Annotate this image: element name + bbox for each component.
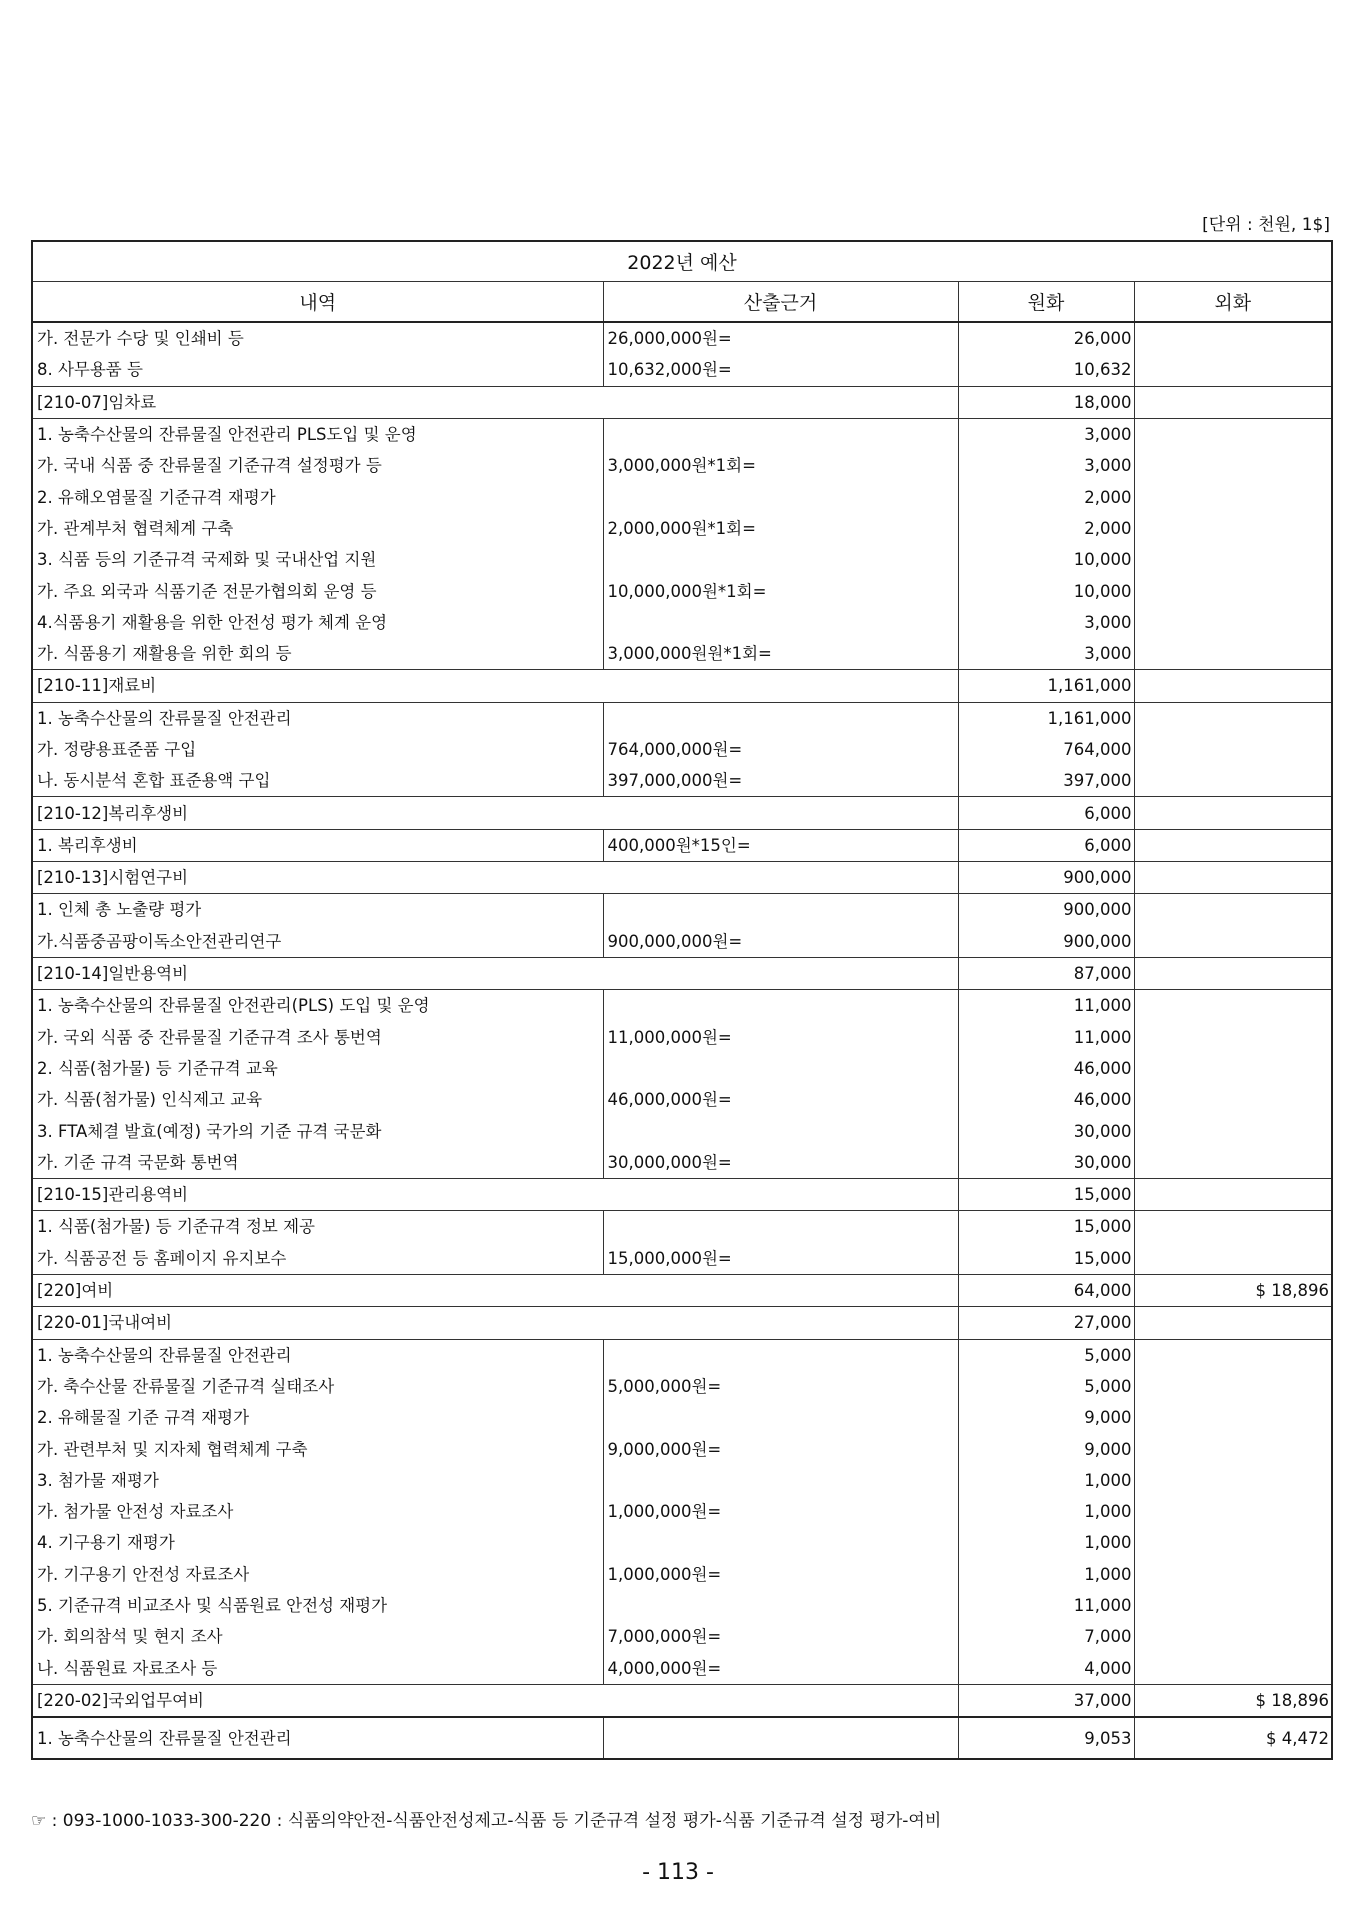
- row-krw-amount: 5,000: [958, 1339, 1134, 1371]
- row-fx-amount: [1134, 797, 1332, 829]
- table-row: [32, 354, 1332, 386]
- row-description: 1. 농축수산물의 잔류물질 안전관리: [32, 702, 603, 734]
- row-basis: 11,000,000원=: [603, 1022, 958, 1053]
- row-basis: [603, 1527, 958, 1558]
- row-basis: [603, 1590, 958, 1621]
- table-row: [32, 1465, 1332, 1496]
- row-fx-amount: [1134, 638, 1332, 670]
- row-description: 1. 인체 총 노출량 평가: [32, 894, 603, 926]
- row-krw-amount: 3,000: [958, 418, 1134, 450]
- row-basis: [603, 1115, 958, 1146]
- row-fx-amount: [1134, 1652, 1332, 1684]
- row-description: 1. 농축수산물의 잔류물질 안전관리(PLS) 도입 및 운영: [32, 990, 603, 1022]
- table-row: [32, 702, 1332, 734]
- row-krw-amount: 26,000: [958, 322, 1134, 354]
- row-basis: [603, 894, 958, 926]
- row-basis: 1,000,000원=: [603, 1496, 958, 1527]
- row-krw-amount: 9,053: [958, 1717, 1134, 1759]
- row-fx-amount: [1134, 544, 1332, 575]
- row-description: 2. 유해물질 기준 규격 재평가: [32, 1402, 603, 1433]
- row-fx-amount: [1134, 1559, 1332, 1590]
- row-krw-amount: 2,000: [958, 513, 1134, 544]
- row-fx-amount: $ 18,896: [1134, 1684, 1332, 1717]
- row-fx-amount: [1134, 1339, 1332, 1371]
- table-row: [32, 670, 1332, 702]
- row-fx-amount: [1134, 862, 1332, 894]
- row-krw-amount: 27,000: [958, 1307, 1134, 1339]
- row-krw-amount: 30,000: [958, 1115, 1134, 1146]
- row-fx-amount: [1134, 575, 1332, 606]
- row-basis: 26,000,000원=: [603, 322, 958, 354]
- row-description: 가. 축수산물 잔류물질 기준규격 실태조사: [32, 1371, 603, 1402]
- row-basis: 1,000,000원=: [603, 1559, 958, 1590]
- row-basis: [603, 1211, 958, 1243]
- table-row: [32, 386, 1332, 418]
- table-row: [32, 1371, 1332, 1402]
- row-fx-amount: [1134, 670, 1332, 702]
- row-basis: [603, 1717, 958, 1759]
- row-description: 나. 동시분석 혼합 표준용액 구입: [32, 765, 603, 797]
- row-krw-amount: 9,000: [958, 1402, 1134, 1433]
- row-fx-amount: [1134, 990, 1332, 1022]
- row-krw-amount: 46,000: [958, 1084, 1134, 1115]
- row-description: [210-13]시험연구비: [32, 862, 958, 894]
- table-row: [32, 638, 1332, 670]
- table-row: [32, 1274, 1332, 1306]
- row-fx-amount: [1134, 1084, 1332, 1115]
- table-row: [32, 322, 1332, 354]
- row-krw-amount: 11,000: [958, 1022, 1134, 1053]
- row-fx-amount: [1134, 1022, 1332, 1053]
- row-basis: 10,000,000원*1회=: [603, 575, 958, 606]
- row-description: 가. 정량용표준품 구입: [32, 734, 603, 765]
- row-description: 3. 첨가물 재평가: [32, 1465, 603, 1496]
- table-row: [32, 1590, 1332, 1621]
- table-row: [32, 418, 1332, 450]
- table-row: [32, 1402, 1332, 1433]
- footnote: ☞ : 093-1000-1033-300-220 : 식품의약안전-식품안전성제고-식품 등 기준규격 설정 평가-식품 기준규격 설정 평가-여비: [31, 1811, 942, 1831]
- table-row: [32, 481, 1332, 512]
- table-row: [32, 957, 1332, 989]
- row-fx-amount: [1134, 322, 1332, 354]
- row-description: 2. 유해오염물질 기준규격 재평가: [32, 481, 603, 512]
- row-basis: 15,000,000원=: [603, 1243, 958, 1275]
- header-fx: 외화: [1134, 282, 1332, 323]
- row-basis: [603, 1465, 958, 1496]
- row-krw-amount: 9,000: [958, 1433, 1134, 1464]
- table-row: [32, 1211, 1332, 1243]
- row-fx-amount: [1134, 829, 1332, 861]
- table-row: [32, 1243, 1332, 1275]
- row-krw-amount: 2,000: [958, 481, 1134, 512]
- row-krw-amount: 3,000: [958, 638, 1134, 670]
- table-row: [32, 450, 1332, 481]
- table-row: [32, 1022, 1332, 1053]
- row-krw-amount: 1,000: [958, 1527, 1134, 1558]
- table-row: [32, 734, 1332, 765]
- row-description: 가. 식품(첨가물) 인식제고 교육: [32, 1084, 603, 1115]
- row-krw-amount: 10,000: [958, 575, 1134, 606]
- row-krw-amount: 1,161,000: [958, 702, 1134, 734]
- row-basis: 764,000,000원=: [603, 734, 958, 765]
- row-krw-amount: 11,000: [958, 1590, 1134, 1621]
- row-basis: 3,000,000원원*1회=: [603, 638, 958, 670]
- row-fx-amount: [1134, 1496, 1332, 1527]
- row-fx-amount: [1134, 734, 1332, 765]
- row-krw-amount: 10,632: [958, 354, 1134, 386]
- row-description: 나. 식품원료 자료조사 등: [32, 1652, 603, 1684]
- row-basis: 397,000,000원=: [603, 765, 958, 797]
- row-description: 2. 식품(첨가물) 등 기준규격 교육: [32, 1053, 603, 1084]
- row-fx-amount: [1134, 1433, 1332, 1464]
- page-number: - 113 -: [642, 1860, 714, 1885]
- row-description: 가. 관계부처 협력체계 구축: [32, 513, 603, 544]
- table-row: [32, 829, 1332, 861]
- header-basis: 산출근거: [603, 282, 958, 323]
- row-fx-amount: $ 4,472: [1134, 1717, 1332, 1759]
- row-fx-amount: [1134, 1527, 1332, 1558]
- row-basis: [603, 990, 958, 1022]
- row-krw-amount: 1,000: [958, 1496, 1134, 1527]
- row-basis: 9,000,000원=: [603, 1433, 958, 1464]
- row-description: [210-14]일반용역비: [32, 957, 958, 989]
- row-fx-amount: [1134, 1371, 1332, 1402]
- table-row: [32, 1684, 1332, 1717]
- row-krw-amount: 37,000: [958, 1684, 1134, 1717]
- row-description: 가. 회의참석 및 현지 조사: [32, 1621, 603, 1652]
- row-fx-amount: [1134, 765, 1332, 797]
- table-row: [32, 1496, 1332, 1527]
- row-krw-amount: 397,000: [958, 765, 1134, 797]
- row-krw-amount: 30,000: [958, 1147, 1134, 1179]
- row-basis: [603, 544, 958, 575]
- row-basis: [603, 1402, 958, 1433]
- row-description: [210-11]재료비: [32, 670, 958, 702]
- row-basis: [603, 702, 958, 734]
- row-fx-amount: $ 18,896: [1134, 1274, 1332, 1306]
- row-krw-amount: 7,000: [958, 1621, 1134, 1652]
- row-basis: 400,000원*15인=: [603, 829, 958, 861]
- row-krw-amount: 6,000: [958, 797, 1134, 829]
- row-description: [210-07]임차료: [32, 386, 958, 418]
- row-fx-amount: [1134, 1211, 1332, 1243]
- row-description: [220-01]국내여비: [32, 1307, 958, 1339]
- row-krw-amount: 15,000: [958, 1179, 1134, 1211]
- row-krw-amount: 15,000: [958, 1243, 1134, 1275]
- row-krw-amount: 1,000: [958, 1559, 1134, 1590]
- row-krw-amount: 900,000: [958, 926, 1134, 958]
- row-description: 가. 첨가물 안전성 자료조사: [32, 1496, 603, 1527]
- row-description: 3. FTA체결 발효(예정) 국가의 기준 규격 국문화: [32, 1115, 603, 1146]
- row-krw-amount: 3,000: [958, 450, 1134, 481]
- row-description: 1. 복리후생비: [32, 829, 603, 861]
- row-fx-amount: [1134, 702, 1332, 734]
- row-fx-amount: [1134, 1243, 1332, 1275]
- table-row: [32, 575, 1332, 606]
- row-fx-amount: [1134, 481, 1332, 512]
- table-row: [32, 1527, 1332, 1558]
- row-fx-amount: [1134, 450, 1332, 481]
- table-row: [32, 1084, 1332, 1115]
- row-krw-amount: 11,000: [958, 990, 1134, 1022]
- row-fx-amount: [1134, 1115, 1332, 1146]
- row-krw-amount: 87,000: [958, 957, 1134, 989]
- row-fx-amount: [1134, 1053, 1332, 1084]
- row-krw-amount: 1,000: [958, 1465, 1134, 1496]
- row-basis: 46,000,000원=: [603, 1084, 958, 1115]
- row-description: 가. 기구용기 안전성 자료조사: [32, 1559, 603, 1590]
- table-row: [32, 1053, 1332, 1084]
- row-description: 4.식품용기 재활용을 위한 안전성 평가 체계 운영: [32, 607, 603, 638]
- row-basis: [603, 418, 958, 450]
- table-row: [32, 607, 1332, 638]
- row-krw-amount: 3,000: [958, 607, 1134, 638]
- row-krw-amount: 18,000: [958, 386, 1134, 418]
- table-row: [32, 1307, 1332, 1339]
- row-description: 1. 농축수산물의 잔류물질 안전관리 PLS도입 및 운영: [32, 418, 603, 450]
- row-basis: [603, 1339, 958, 1371]
- row-fx-amount: [1134, 1307, 1332, 1339]
- row-basis: 3,000,000원*1회=: [603, 450, 958, 481]
- budget-table: [31, 240, 1333, 1760]
- row-description: 가. 기준 규격 국문화 통번역: [32, 1147, 603, 1179]
- row-description: [220-02]국외업무여비: [32, 1684, 958, 1717]
- row-description: 가. 식품용기 재활용을 위한 회의 등: [32, 638, 603, 670]
- row-basis: 7,000,000원=: [603, 1621, 958, 1652]
- row-fx-amount: [1134, 926, 1332, 958]
- row-description: 5. 기준규격 비교조사 및 식품원료 안전성 재평가: [32, 1590, 603, 1621]
- row-fx-amount: [1134, 354, 1332, 386]
- row-krw-amount: 4,000: [958, 1652, 1134, 1684]
- table-row: [32, 1115, 1332, 1146]
- row-basis: 4,000,000원=: [603, 1652, 958, 1684]
- row-description: 3. 식품 등의 기준규격 국제화 및 국내산업 지원: [32, 544, 603, 575]
- table-row: [32, 513, 1332, 544]
- row-krw-amount: 764,000: [958, 734, 1134, 765]
- table-title: 2022년 예산: [32, 241, 1332, 282]
- unit-note: [단위 : 천원, 1$]: [1202, 215, 1330, 235]
- row-krw-amount: 6,000: [958, 829, 1134, 861]
- header-desc: 내역: [32, 282, 603, 323]
- row-description: 가. 전문가 수당 및 인쇄비 등: [32, 322, 603, 354]
- table-row: [32, 765, 1332, 797]
- header-krw: 원화: [958, 282, 1134, 323]
- row-description: 1. 농축수산물의 잔류물질 안전관리: [32, 1717, 603, 1759]
- row-description: [220]여비: [32, 1274, 958, 1306]
- row-fx-amount: [1134, 386, 1332, 418]
- row-description: 4. 기구용기 재평가: [32, 1527, 603, 1558]
- row-basis: 10,632,000원=: [603, 354, 958, 386]
- row-basis: [603, 481, 958, 512]
- row-krw-amount: 5,000: [958, 1371, 1134, 1402]
- row-krw-amount: 46,000: [958, 1053, 1134, 1084]
- row-basis: [603, 607, 958, 638]
- table-row: [32, 544, 1332, 575]
- row-description: 가.식품중곰팡이독소안전관리연구: [32, 926, 603, 958]
- table-row: [32, 1147, 1332, 1179]
- row-basis: 900,000,000원=: [603, 926, 958, 958]
- table-row: [32, 1652, 1332, 1684]
- row-fx-amount: [1134, 1179, 1332, 1211]
- row-krw-amount: 64,000: [958, 1274, 1134, 1306]
- row-fx-amount: [1134, 1147, 1332, 1179]
- table-row: [32, 862, 1332, 894]
- table-row: [32, 926, 1332, 958]
- row-krw-amount: 10,000: [958, 544, 1134, 575]
- table-row: [32, 1433, 1332, 1464]
- row-description: 가. 주요 외국과 식품기준 전문가협의회 운영 등: [32, 575, 603, 606]
- row-fx-amount: [1134, 513, 1332, 544]
- row-krw-amount: 900,000: [958, 894, 1134, 926]
- row-fx-amount: [1134, 1590, 1332, 1621]
- row-fx-amount: [1134, 957, 1332, 989]
- row-description: [210-12]복리후생비: [32, 797, 958, 829]
- row-krw-amount: 900,000: [958, 862, 1134, 894]
- table-row: [32, 894, 1332, 926]
- table-row: [32, 1559, 1332, 1590]
- row-krw-amount: 1,161,000: [958, 670, 1134, 702]
- row-fx-amount: [1134, 1465, 1332, 1496]
- row-description: 가. 국내 식품 중 잔류물질 기준규격 설정평가 등: [32, 450, 603, 481]
- row-description: 1. 농축수산물의 잔류물질 안전관리: [32, 1339, 603, 1371]
- table-row: [32, 797, 1332, 829]
- row-description: 1. 식품(첨가물) 등 기준규격 정보 제공: [32, 1211, 603, 1243]
- row-krw-amount: 15,000: [958, 1211, 1134, 1243]
- table-row: [32, 1717, 1332, 1759]
- table-row: [32, 990, 1332, 1022]
- row-fx-amount: [1134, 418, 1332, 450]
- row-description: [210-15]관리용역비: [32, 1179, 958, 1211]
- row-description: 가. 국외 식품 중 잔류물질 기준규격 조사 통번역: [32, 1022, 603, 1053]
- row-basis: [603, 1053, 958, 1084]
- table-row: [32, 1179, 1332, 1211]
- row-fx-amount: [1134, 1621, 1332, 1652]
- row-description: 가. 식품공전 등 홈페이지 유지보수: [32, 1243, 603, 1275]
- row-description: 8. 사무용품 등: [32, 354, 603, 386]
- row-basis: 2,000,000원*1회=: [603, 513, 958, 544]
- table-row: [32, 1339, 1332, 1371]
- row-description: 가. 관련부처 및 지자체 협력체계 구축: [32, 1433, 603, 1464]
- row-fx-amount: [1134, 894, 1332, 926]
- table-row: [32, 1621, 1332, 1652]
- row-basis: 5,000,000원=: [603, 1371, 958, 1402]
- row-fx-amount: [1134, 607, 1332, 638]
- row-basis: 30,000,000원=: [603, 1147, 958, 1179]
- row-fx-amount: [1134, 1402, 1332, 1433]
